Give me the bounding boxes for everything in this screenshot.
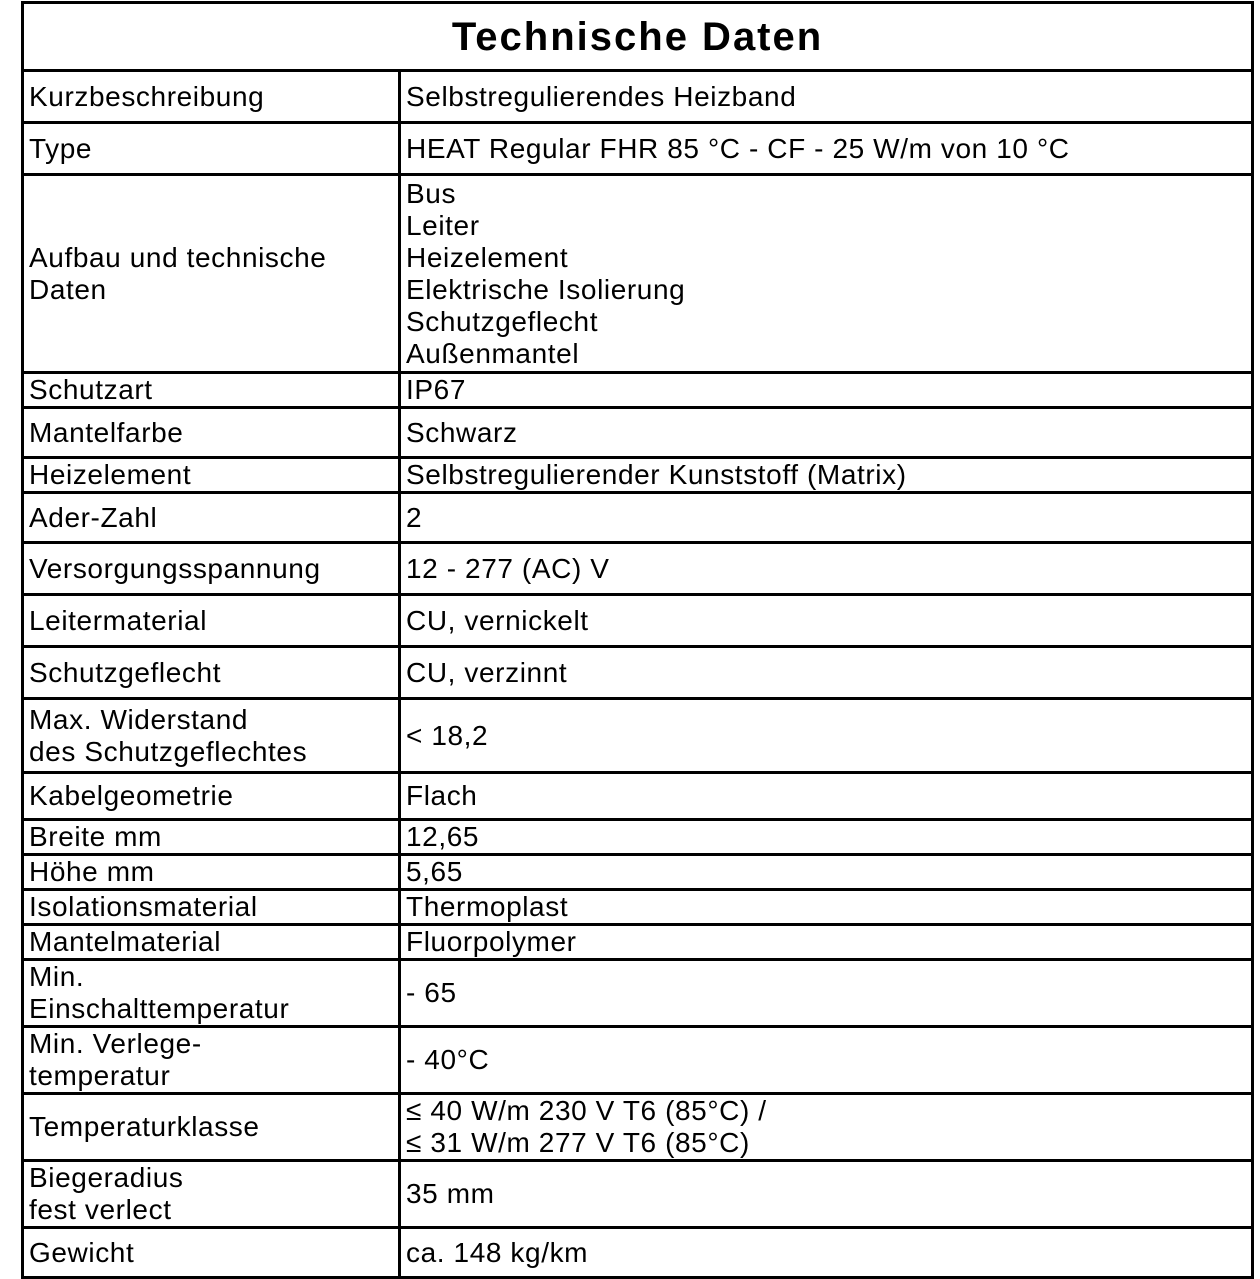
row-label: Type xyxy=(23,123,400,175)
row-value: 12 - 277 (AC) V xyxy=(400,543,1253,595)
spec-table xyxy=(21,1,1254,1279)
row-label: Min. Verlege- temperatur xyxy=(23,1027,400,1094)
table-row xyxy=(23,647,1253,699)
row-label: Max. Widerstand des Schutzgeflechtes xyxy=(23,699,400,773)
table-row xyxy=(23,71,1253,123)
row-value: Selbstregulierendes Heizband xyxy=(400,71,1253,123)
table-row xyxy=(23,543,1253,595)
row-value: 12,65 xyxy=(400,820,1253,855)
row-label: Biegeradius fest verlect xyxy=(23,1161,400,1228)
row-label: Versorgungsspannung xyxy=(23,543,400,595)
row-label: Schutzart xyxy=(23,373,400,408)
row-value: Selbstregulierender Kunststoff (Matrix) xyxy=(400,458,1253,493)
row-label: Kurzbeschreibung xyxy=(23,71,400,123)
row-value: < 18,2 xyxy=(400,699,1253,773)
table-row xyxy=(23,890,1253,925)
table-row xyxy=(23,458,1253,493)
row-label: Schutzgeflecht xyxy=(23,647,400,699)
row-value: Thermoplast xyxy=(400,890,1253,925)
row-label: Höhe mm xyxy=(23,855,400,890)
table-row xyxy=(23,925,1253,960)
table-row xyxy=(23,960,1253,1027)
row-label: Leitermaterial xyxy=(23,595,400,647)
table-row xyxy=(23,773,1253,820)
row-value: CU, verzinnt xyxy=(400,647,1253,699)
row-value: Bus Leiter Heizelement Elektrische Isolierung Schutzgeflecht Außenmantel xyxy=(400,175,1253,373)
row-value: Schwarz xyxy=(400,408,1253,458)
table-row xyxy=(23,373,1253,408)
row-value: ca. 148 kg/km xyxy=(400,1228,1253,1278)
table-row xyxy=(23,1228,1253,1278)
row-label: Mantelfarbe xyxy=(23,408,400,458)
table-row xyxy=(23,1027,1253,1094)
row-value: 35 mm xyxy=(400,1161,1253,1228)
table-row xyxy=(23,408,1253,458)
table-row xyxy=(23,699,1253,773)
row-label: Aufbau und technische Daten xyxy=(23,175,400,373)
row-label: Mantelmaterial xyxy=(23,925,400,960)
row-label: Gewicht xyxy=(23,1228,400,1278)
row-value: 5,65 xyxy=(400,855,1253,890)
table-row xyxy=(23,175,1253,373)
row-label: Min. Einschalttemperatur xyxy=(23,960,400,1027)
row-value: Fluorpolymer xyxy=(400,925,1253,960)
table-row xyxy=(23,123,1253,175)
row-value: HEAT Regular FHR 85 °C - CF - 25 W/m von 10 °C xyxy=(400,123,1253,175)
row-label: Heizelement xyxy=(23,458,400,493)
row-label: Isolationsmaterial xyxy=(23,890,400,925)
row-label: Breite mm xyxy=(23,820,400,855)
table-row xyxy=(23,855,1253,890)
row-label: Ader-Zahl xyxy=(23,493,400,543)
row-value: - 40°C xyxy=(400,1027,1253,1094)
row-label: Temperaturklasse xyxy=(23,1094,400,1161)
table-title: Technische Daten xyxy=(23,3,1253,71)
table-row xyxy=(23,493,1253,543)
row-value: IP67 xyxy=(400,373,1253,408)
row-value: ≤ 40 W/m 230 V T6 (85°C) / ≤ 31 W/m 277 V T6 (85°C) xyxy=(400,1094,1253,1161)
table-row xyxy=(23,820,1253,855)
table-row xyxy=(23,1094,1253,1161)
table-row xyxy=(23,1161,1253,1228)
table-row xyxy=(23,595,1253,647)
title-row xyxy=(23,3,1253,71)
row-value: 2 xyxy=(400,493,1253,543)
row-value: Flach xyxy=(400,773,1253,820)
row-value: CU, vernickelt xyxy=(400,595,1253,647)
row-value: - 65 xyxy=(400,960,1253,1027)
row-label: Kabelgeometrie xyxy=(23,773,400,820)
